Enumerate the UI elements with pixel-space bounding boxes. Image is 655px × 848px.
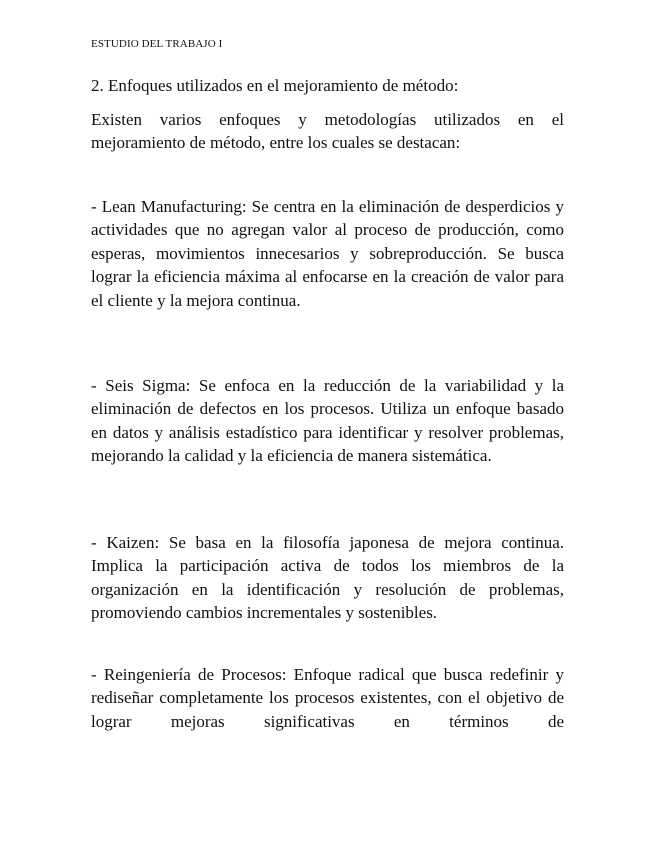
seis-sigma-paragraph: - Seis Sigma: Se enfoca en la reducción de la variabilidad y la eliminación de defectos en los procesos. Utiliza un enfoque basado en datos y análisis estadístico para identificar y resolver problemas, mejorando la calidad y la eficiencia de manera sistemática. — [91, 376, 564, 466]
intro-paragraph: Existen varios enfoques y metodologías utilizados en el mejoramiento de método, entre los cuales se destacan: — [91, 110, 564, 153]
section-title: 2. Enfoques utilizados en el mejoramiento de método: — [91, 76, 459, 95]
reingenieria-paragraph: - Reingeniería de Procesos: Enfoque radical que busca redefinir y rediseñar completamente los procesos existentes, con el objetivo de lograr mejoras significativas en términos de — [91, 665, 564, 731]
running-header: ESTUDIO DEL TRABAJO I — [91, 38, 223, 50]
lean-manufacturing-paragraph: - Lean Manufacturing: Se centra en la eliminación de desperdicios y actividades que no agregan valor al proceso de producción, como esperas, movimientos innecesarios y sobreproducción. Se busca lograr la eficiencia máxima al enfocarse en la creación de valor para el cliente y la mejora continua. — [91, 197, 564, 310]
kaizen-paragraph: - Kaizen: Se basa en la filosofía japonesa de mejora continua. Implica la participación activa de todos los miembros de la organización en la identificación y resolución de problemas, promoviendo cambios incrementales y sostenibles. — [91, 533, 564, 623]
